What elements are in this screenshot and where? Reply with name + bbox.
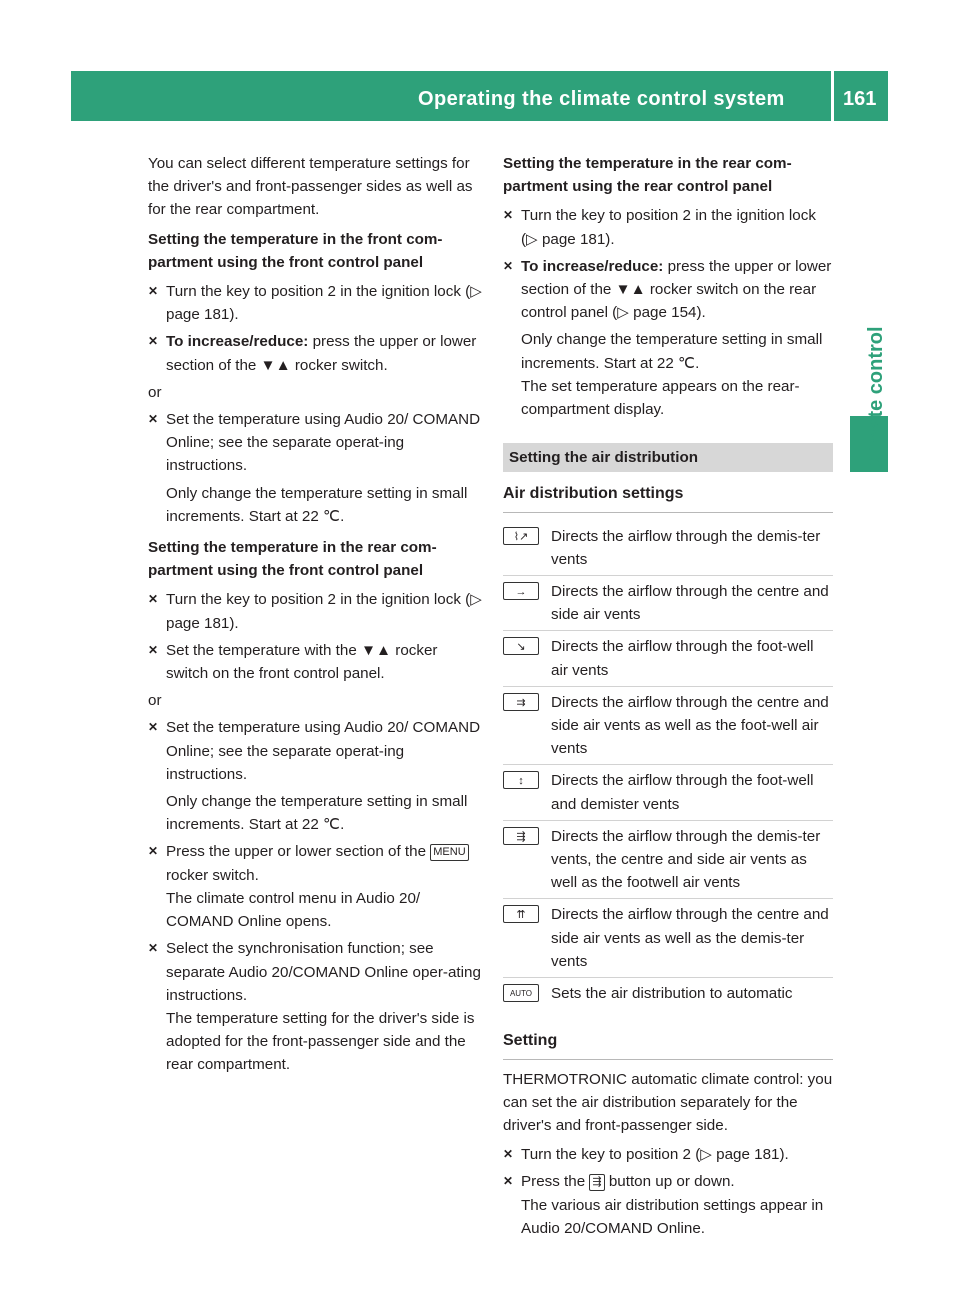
step-item: ✕ Turn the key to position 2 in the ignition lock (▷ page 181). — [503, 204, 833, 250]
heading-rear-panel: Setting the temperature in the rear com-partment using the rear control panel — [503, 155, 792, 196]
step-item: ✕ Turn the key to position 2 (▷ page 181). — [503, 1143, 833, 1166]
note-text: Only change the temperature setting in small increments. Start at 22 ℃. — [166, 484, 468, 525]
section-banner: Setting the air distribution — [503, 443, 833, 472]
header-separator — [831, 71, 834, 121]
distribution-row: ↕ Directs the airflow through the foot-well and demister vents — [503, 765, 833, 820]
or-text: or — [148, 383, 162, 401]
step-item: ✕ Set the temperature with the ▼▲ rocker switch on the front control panel. — [148, 639, 483, 685]
distribution-list — [503, 521, 833, 1010]
note-text: Only change the temperature setting in small increments. Start at 22 ℃. — [166, 793, 468, 834]
chapter-label: Climate control — [865, 326, 887, 472]
page-title: Operating the climate control system — [418, 88, 785, 110]
distribution-row: ⇉ Directs the airflow through the centre and side air vents as well as the foot-well air vents — [503, 687, 833, 766]
step-arrow-icon: ✕ — [503, 1174, 514, 1189]
centre-vent-icon: → — [503, 582, 539, 600]
setting-intro: THERMOTRONIC automatic climate control: you can set the air distribution separately for the driver's and front-passenger side. — [503, 1070, 833, 1134]
footwell-demist-icon: ↕ — [503, 771, 539, 789]
step-arrow-icon: ✕ — [148, 412, 159, 427]
step-item: ✕ To increase/reduce: press the upper or lower section of the ▼▲ rocker switch on the rear control panel (▷ page 154). — [503, 255, 833, 325]
subheading-air-distribution: Air distribution settings — [503, 482, 833, 512]
step-arrow-icon: ✕ — [148, 642, 159, 657]
step-item: ✕ Set the temperature using Audio 20/ COMAND Online; see the separate operat-ing instructions. — [148, 716, 483, 786]
step-item: ✕ Turn the key to position 2 in the ignition lock (▷ page 181). — [148, 588, 483, 634]
subheading-setting: Setting — [503, 1029, 833, 1059]
step-item: ✕ Press the ⇶ button up or down. The various air distribution settings appear in Audio 20/COMAND Online. — [503, 1170, 833, 1240]
or-text: or — [148, 692, 162, 710]
step-arrow-icon: ✕ — [148, 844, 159, 859]
distribution-row: ↘ Directs the airflow through the foot-well air vents — [503, 631, 833, 686]
distribution-row: → Directs the airflow through the centre and side air vents — [503, 576, 833, 631]
note-text: Only change the temperature setting in small increments. Start at 22 ℃. The set temperature appears on the rear-compartment display. — [521, 331, 823, 419]
step-item: ✕ Set the temperature using Audio 20/ COMAND Online; see the separate operat-ing instructions. — [148, 408, 483, 478]
step-arrow-icon: ✕ — [503, 1147, 514, 1162]
auto-distribution-icon: AUTO — [503, 984, 539, 1002]
step-item: ✕ To increase/reduce: press the upper or lower section of the ▼▲ rocker switch. — [148, 330, 483, 376]
distribution-row: ⇈ Directs the airflow through the centre and side air vents as well as the demis-ter vents — [503, 899, 833, 978]
distribution-row: AUTO Sets the air distribution to automatic — [503, 978, 833, 1009]
step-arrow-icon: ✕ — [148, 592, 159, 607]
distribution-row: ⌇↗ Directs the airflow through the demis-ter vents — [503, 521, 833, 576]
menu-rocker-icon: MENU — [430, 844, 468, 861]
step-arrow-icon: ✕ — [503, 258, 514, 273]
right-column — [503, 152, 833, 1244]
heading-rear-front-panel: Setting the temperature in the rear com-partment using the front control panel — [148, 539, 437, 580]
step-arrow-icon: ✕ — [148, 334, 159, 349]
air-distribution-button-icon: ⇶ — [589, 1174, 604, 1191]
step-item: ✕ Press the upper or lower section of the MENU rocker switch. The climate control menu in Audio 20/ COMAND Online opens. — [148, 840, 483, 933]
footwell-icon: ↘ — [503, 637, 539, 655]
all-vents-icon: ⇶ — [503, 827, 539, 845]
heading-front-panel: Setting the temperature in the front com-partment using the front control panel — [148, 230, 443, 271]
centre-demist-icon: ⇈ — [503, 905, 539, 923]
intro-paragraph: You can select different temperature settings for the driver's and front-passenger sides as well as for the rear compartment. — [148, 155, 473, 219]
step-arrow-icon: ✕ — [148, 941, 159, 956]
step-arrow-icon: ✕ — [148, 284, 159, 299]
page-number: 161 — [843, 88, 877, 110]
left-column — [148, 152, 483, 1081]
centre-footwell-icon: ⇉ — [503, 693, 539, 711]
step-item: ✕ Select the synchronisation function; see separate Audio 20/COMAND Online oper-ating instructions. The temperature setting for the driver's side is adopted for the front-passenger side and the rear compartment. — [148, 937, 483, 1076]
step-arrow-icon: ✕ — [503, 208, 514, 223]
step-arrow-icon: ✕ — [148, 720, 159, 735]
defrost-icon: ⌇↗ — [503, 527, 539, 545]
distribution-row: ⇶ Directs the airflow through the demis-ter vents, the centre and side air vents as well as the footwell air vents — [503, 821, 833, 900]
step-item: ✕ Turn the key to position 2 in the ignition lock (▷ page 181). — [148, 280, 483, 326]
